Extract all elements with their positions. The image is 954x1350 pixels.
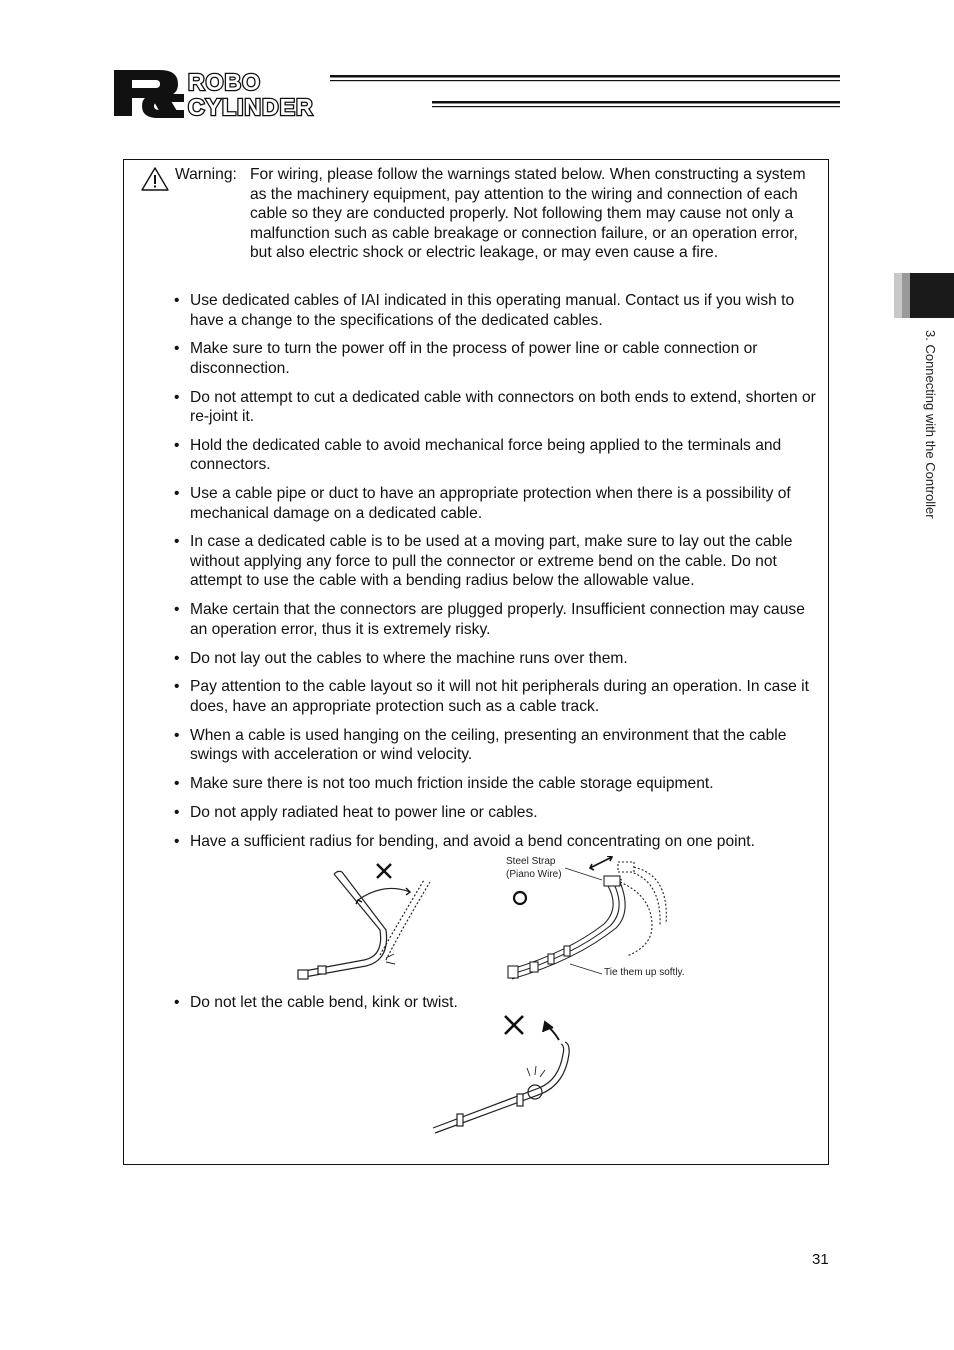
warning-text: For wiring, please follow the warnings stated below. When constructing a system as the machinery equipment, pay attention to the wiring and connection of each cable so they are conducted properly. Not following them may cause not only a malfunction such as cable breakage or connection failure, or an operation error, but also electric shock or electric leakage, or may even cause a fire. [250,166,806,261]
robo-cylinder-logo [112,68,842,120]
warning-box [123,159,829,1165]
list-item: • Pay attention to the cable layout so it will not hit peripherals during an operation. In case it does, have an appropriate protection such as a cable track. [174,677,824,716]
list-item: • When a cable is used hanging on the ceiling, presenting an environment that the cable swings with acceleration or wind velocity. [174,726,824,765]
page-number: 31 [812,1251,829,1268]
warning-bullet-list [174,291,824,860]
tie-label: Tie them up softly. [604,967,685,978]
steel-strap-label: Steel Strap (Piano Wire) [506,856,562,880]
circle-ok-icon [514,892,526,904]
list-item: • Do not let the cable bend, kink or twist. [174,993,824,1013]
bend-wrong-illustration [294,860,444,985]
warning-triangle-icon [140,166,170,192]
list-item: • Make certain that the connectors are plugged properly. Insufficient connection may cause an operation error, thus it is extremely risky. [174,600,824,639]
list-item: • Have a sufficient radius for bending, and avoid a bend concentrating on one point. [174,832,824,852]
warning-label: Warning: [175,166,237,183]
chapter-label: 3. Connecting with the Controller [923,330,938,519]
logo-rules [330,75,840,107]
list-item: • Do not apply radiated heat to power line or cables. [174,803,824,823]
list-item: • Use dedicated cables of IAI indicated in this operating manual. Contact us if you wish to have a change to the specifications of the dedicated cables. [174,291,824,330]
logo-line1: ROBO [188,69,261,95]
list-item: • Use a cable pipe or duct to have an appropriate protection when there is a possibility of mechanical damage on a dedicated cable. [174,484,824,523]
list-item: • Make sure to turn the power off in the process of power line or cable connection or disconnection. [174,339,824,378]
logo-line2: CYLINDER [188,94,314,120]
warning-header [140,165,820,263]
chapter-tab [894,273,954,318]
list-item: • Hold the dedicated cable to avoid mechanical force being applied to the terminals and connectors. [174,436,824,475]
kink-wrong-illustration [429,1010,589,1140]
list-item: • In case a dedicated cable is to be used at a moving part, make sure to lay out the cable without applying any force to pull the connector or extreme bend on the cable. Do not attempt to use the cable with a bending radius below the allowable value. [174,532,824,591]
list-item: • Do not attempt to cut a dedicated cable with connectors on both ends to extend, shorten or re-joint it. [174,388,824,427]
list-item: • Do not lay out the cables to where the machine runs over them. [174,649,824,669]
cross-icon [505,1016,523,1034]
cross-icon [377,864,391,878]
list-item: • Make sure there is not too much friction inside the cable storage equipment. [174,774,824,794]
